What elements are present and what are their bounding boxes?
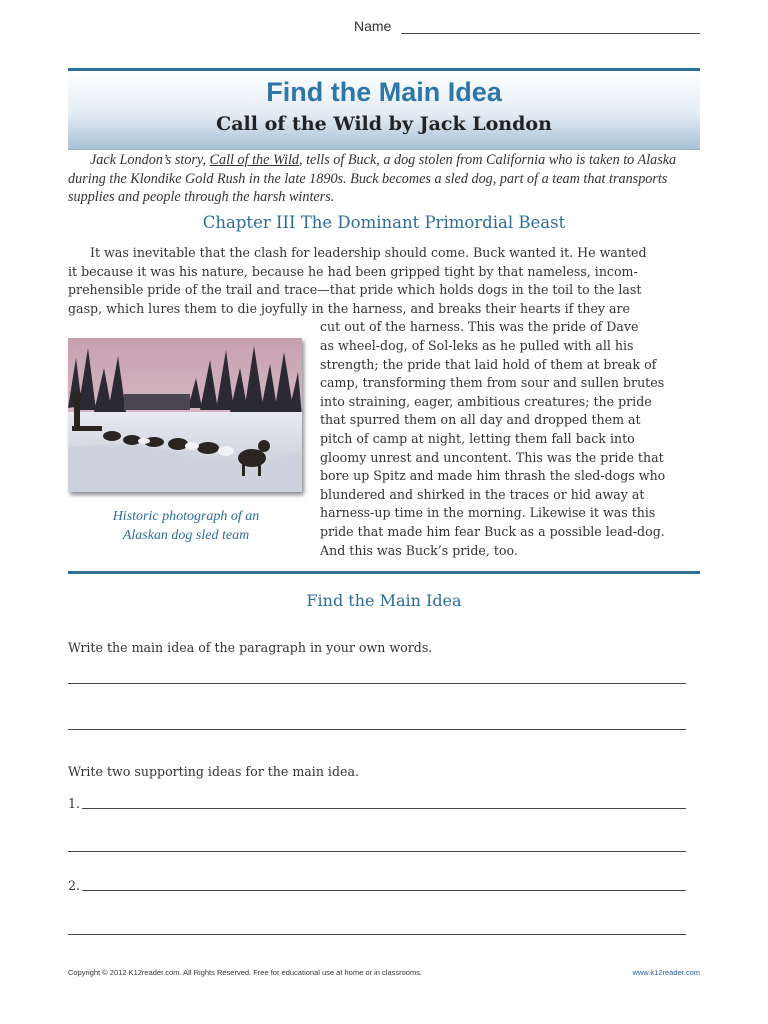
caption-line: Historic photograph of an bbox=[112, 509, 260, 524]
passage-line: strength; the pride that laid hold of them at break of bbox=[320, 356, 657, 372]
passage-line: gasp, which lures them to die joyfully in the harness, and breaks their hearts if they are bbox=[68, 300, 631, 316]
passage-line: pitch of camp at night, letting them fall back into bbox=[320, 430, 635, 446]
intro-text-after: , tells of Buck, a dog stolen from California who is taken to Alaska during the Klondike Gold Rush in the late 1890s. Buck becomes a sled dog, part of a team that transports supplies and people through the harsh winters. bbox=[68, 152, 677, 205]
main-idea-prompt: Write the main idea of the paragraph in your own words. bbox=[68, 640, 433, 655]
caption-line: Alaskan dog sled team bbox=[122, 527, 250, 543]
passage-line: that spurred them on all day and dropped them at bbox=[320, 412, 641, 428]
passage-line: camp, transforming them from sour and sullen brutes bbox=[320, 375, 665, 391]
worksheet-header bbox=[68, 68, 700, 150]
intro-text-before: Jack London’s story, bbox=[90, 152, 210, 168]
photo-caption bbox=[68, 508, 304, 545]
passage-line: And this was Buck’s pride, too. bbox=[320, 542, 518, 558]
item-1-number: 1. bbox=[68, 796, 81, 811]
dog-sled-photo bbox=[68, 338, 302, 492]
supporting-ideas-prompt: Write two supporting ideas for the main idea. bbox=[68, 764, 359, 779]
passage-line: bore up Spitz and made him thrash the sled-dogs who bbox=[320, 468, 666, 484]
supporting-idea-1-line-2[interactable] bbox=[68, 851, 686, 852]
name-line[interactable] bbox=[401, 19, 700, 34]
book-title: Call of the Wild bbox=[209, 152, 300, 168]
passage-line: cut out of the harness. This was the pride of Dave bbox=[320, 319, 639, 335]
passage-line: it because it was his nature, because he had been gripped tight by that nameless, incom- bbox=[68, 263, 638, 279]
passage-line: It was inevitable that the clash for leadership should come. Buck wanted it. He wanted bbox=[90, 245, 647, 260]
supporting-idea-2-line-1[interactable] bbox=[82, 890, 686, 891]
passage-line: pride that made him fear Buck as a possible lead-dog. bbox=[320, 523, 665, 539]
section-divider bbox=[68, 571, 700, 574]
supporting-idea-2-line-2[interactable] bbox=[68, 934, 686, 935]
passage-line: as wheel-dog, of Sol-leks as he pulled with all his bbox=[320, 337, 634, 353]
supporting-idea-1-line-1[interactable] bbox=[82, 808, 686, 809]
item-2-number: 2. bbox=[68, 878, 81, 893]
website-link[interactable]: www.k12reader.com bbox=[632, 968, 700, 977]
worksheet-subtitle: Call of the Wild by Jack London bbox=[216, 113, 552, 135]
chapter-heading: Chapter III The Dominant Primordial Beast bbox=[202, 213, 566, 232]
name-label: Name bbox=[354, 18, 392, 34]
passage-line: gloomy unrest and uncontent. This was the pride that bbox=[320, 449, 664, 465]
worksheet-title: Find the Main Idea bbox=[266, 77, 502, 107]
exercise-heading: Find the Main Idea bbox=[306, 591, 462, 610]
passage-line: blundered and shirked in the traces or hid away at bbox=[320, 486, 645, 502]
name-field bbox=[354, 18, 700, 34]
main-idea-answer-line-2[interactable] bbox=[68, 729, 686, 730]
passage-line: harness-up time in the morning. Likewise it was this bbox=[320, 505, 656, 521]
passage-line: prehensible pride of the trail and trace—that pride which holds dogs in the toil to the last bbox=[68, 282, 642, 298]
main-idea-answer-line-1[interactable] bbox=[68, 683, 686, 684]
passage-line: into straining, eager, ambitious creatures; the pride bbox=[320, 393, 652, 409]
intro-paragraph bbox=[68, 151, 700, 207]
copyright-notice: Copyright © 2012 K12reader.com. All Rights Reserved. Free for educational use at home or in classrooms. bbox=[68, 968, 423, 977]
